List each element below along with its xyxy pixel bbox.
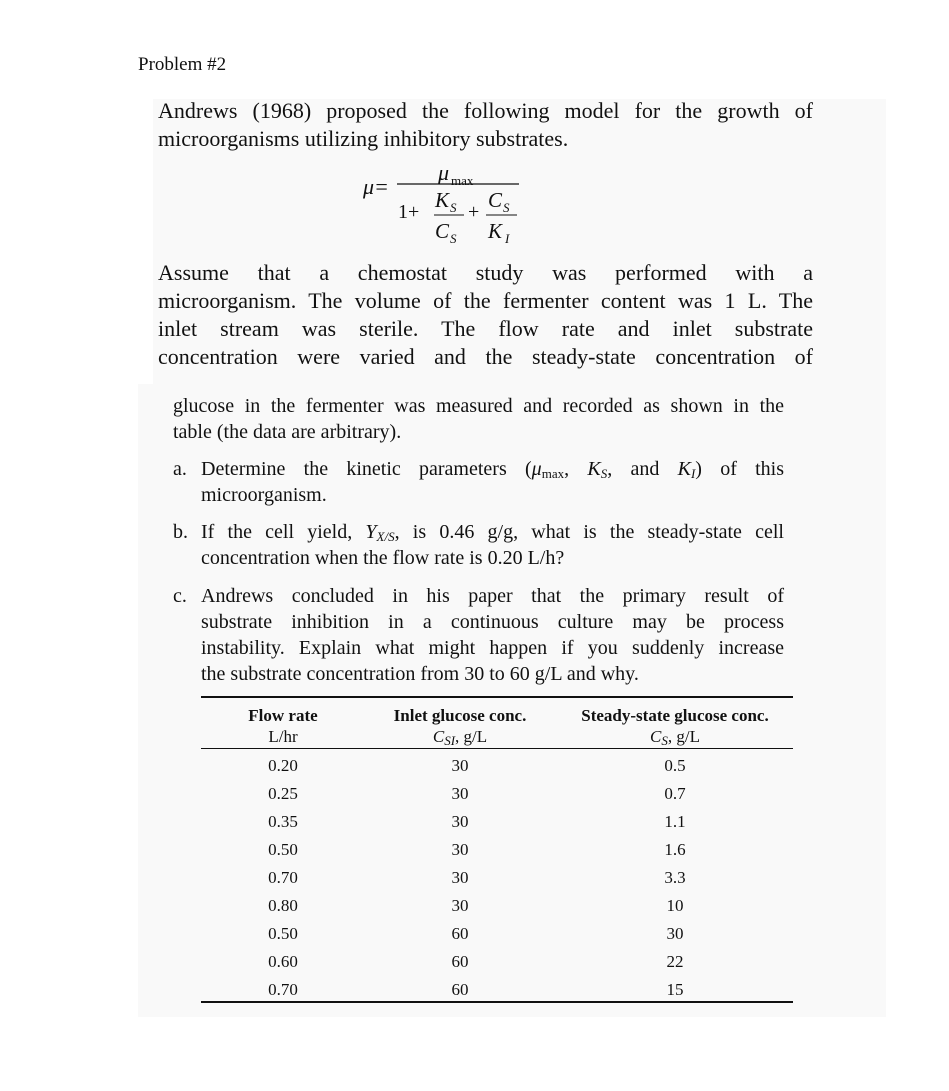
- table-cell-inlet-glucose: 30: [451, 784, 469, 803]
- question-a-sep2: , and: [607, 458, 678, 480]
- table-header-flow-rate-title: Flow rate: [248, 706, 318, 725]
- question-a-line-2: microorganism.: [201, 484, 327, 506]
- question-a-text-post: ) of this: [695, 458, 785, 480]
- equation-numerator: μ: [438, 160, 450, 185]
- equation-ks-sub: S: [450, 200, 457, 215]
- equation-numerator-sub: max: [451, 173, 474, 188]
- question-c-line-2: substrate inhibition in a continuous culture may be process: [201, 611, 784, 633]
- table-cell-steady-state-glucose: 22: [666, 952, 684, 971]
- table-cell-flow-rate: 0.80: [268, 896, 298, 915]
- equation-ks: K: [435, 188, 450, 212]
- table-cell-flow-rate: 0.25: [268, 784, 298, 803]
- equation-cs-denominator: C: [435, 219, 450, 243]
- table-cell-steady-state-glucose: 1.6: [664, 840, 686, 859]
- table-cell-steady-state-glucose: 30: [666, 924, 684, 943]
- question-a-ki: K: [677, 458, 691, 480]
- table-cell-inlet-glucose: 30: [451, 896, 469, 915]
- question-b-line-1: [201, 519, 784, 545]
- table-cell-flow-rate: 0.70: [268, 980, 298, 999]
- table-header-steady-state-title: Steady-state glucose conc.: [581, 706, 769, 725]
- table-header-inlet-glucose-sub: SI: [444, 733, 456, 748]
- table-cell-inlet-glucose: 60: [451, 924, 469, 943]
- table-cell-steady-state-glucose: 10: [666, 896, 684, 915]
- table-cell-flow-rate: 0.20: [268, 756, 298, 775]
- question-a-ks: K: [587, 458, 601, 480]
- question-c-line-1: Andrews concluded in his paper that the primary result of: [201, 585, 784, 607]
- table-rule-bottom: [201, 1001, 793, 1003]
- question-a-line-1: [201, 456, 784, 482]
- table-cell-steady-state-glucose: 15: [666, 980, 684, 999]
- table-header-inlet-glucose-symbol: C: [432, 727, 445, 746]
- equation-lhs: μ=: [363, 174, 389, 199]
- paragraph1-line-2: microorganism. The volume of the fermenter content was 1 L. The: [158, 288, 813, 313]
- paragraph1-line-4: concentration were varied and the steady-state concentration of: [158, 344, 813, 369]
- equation-one-plus: 1+: [398, 201, 420, 223]
- question-a-mu-sub: max: [541, 466, 565, 481]
- intro-line-1: Andrews (1968) proposed the following model for the growth of: [158, 98, 813, 123]
- question-b-text-post: , is 0.46 g/g, what is the steady-state cell: [394, 521, 784, 543]
- question-c-line-3: instability. Explain what might happen if you suddenly increase: [201, 637, 784, 659]
- question-b-yield-symbol: Y: [365, 521, 377, 543]
- andrews-equation: [355, 160, 545, 250]
- table-header-steady-state-glucose: [560, 705, 790, 747]
- table-cell-flow-rate: 0.50: [268, 840, 298, 859]
- question-a-label: a.: [173, 458, 187, 480]
- table-header-steady-state-unit: , g/L: [667, 727, 700, 746]
- table-header-steady-state-symbol: C: [650, 727, 662, 746]
- question-a-ks-sub: S: [600, 466, 608, 481]
- table-rule-top: [201, 696, 793, 698]
- table-header-flow-rate: [233, 705, 333, 747]
- question-c-line-4: the substrate concentration from 30 to 60 g/L and why.: [201, 663, 639, 685]
- table-cell-inlet-glucose: 60: [451, 980, 469, 999]
- table-header-inlet-glucose: [380, 705, 540, 747]
- table-cell-flow-rate: 0.50: [268, 924, 298, 943]
- table-header-steady-state-sub: S: [661, 733, 668, 748]
- equation-ki-sub: I: [505, 231, 510, 246]
- problem-heading: Problem #2: [138, 54, 227, 75]
- table-cell-inlet-glucose: 60: [451, 952, 469, 971]
- table-cell-steady-state-glucose: 1.1: [664, 812, 686, 831]
- question-b-yield-sub: X/S: [376, 529, 395, 544]
- table-cell-inlet-glucose: 30: [451, 840, 469, 859]
- equation-cs-numerator: C: [488, 188, 503, 212]
- paragraph2-line-1: glucose in the fermenter was measured and recorded as shown in the: [173, 395, 784, 417]
- question-b-text-pre: If the cell yield,: [201, 521, 366, 543]
- table-cell-inlet-glucose: 30: [451, 812, 469, 831]
- table-header-inlet-glucose-unit: , g/L: [455, 727, 488, 746]
- table-cell-flow-rate: 0.35: [268, 812, 298, 831]
- table-cell-flow-rate: 0.60: [268, 952, 298, 971]
- table-cell-steady-state-glucose: 3.3: [664, 868, 686, 887]
- question-a-sep1: ,: [564, 458, 588, 480]
- table-cell-steady-state-glucose: 0.7: [664, 784, 686, 803]
- table-cell-inlet-glucose: 30: [451, 756, 469, 775]
- table-header-inlet-glucose-title: Inlet glucose conc.: [393, 706, 527, 725]
- equation-ki: K: [488, 219, 503, 243]
- table-cell-inlet-glucose: 30: [451, 868, 469, 887]
- question-a-mu: μ: [531, 458, 542, 480]
- table-rule-header: [201, 748, 793, 749]
- intro-line-2: microorganisms utilizing inhibitory substrates.: [158, 126, 569, 151]
- equation-cs-denominator-sub: S: [450, 231, 457, 246]
- paragraph1-line-3: inlet stream was sterile. The flow rate and inlet substrate: [158, 316, 813, 341]
- question-a-ki-sub: I: [690, 466, 696, 481]
- question-c-label: c.: [173, 585, 187, 607]
- table-header-flow-rate-unit: L/hr: [268, 727, 298, 746]
- table-cell-flow-rate: 0.70: [268, 868, 298, 887]
- equation-plus: +: [468, 201, 480, 223]
- question-a-text-pre: Determine the kinetic parameters (: [201, 458, 532, 480]
- question-b-line-2: concentration when the flow rate is 0.20 L/h?: [201, 547, 565, 569]
- table-cell-steady-state-glucose: 0.5: [664, 756, 686, 775]
- question-b-label: b.: [173, 521, 188, 543]
- paragraph2-line-2: table (the data are arbitrary).: [173, 421, 402, 443]
- paragraph1-line-1: Assume that a chemostat study was performed with a: [158, 260, 813, 285]
- equation-cs-numerator-sub: S: [503, 200, 510, 215]
